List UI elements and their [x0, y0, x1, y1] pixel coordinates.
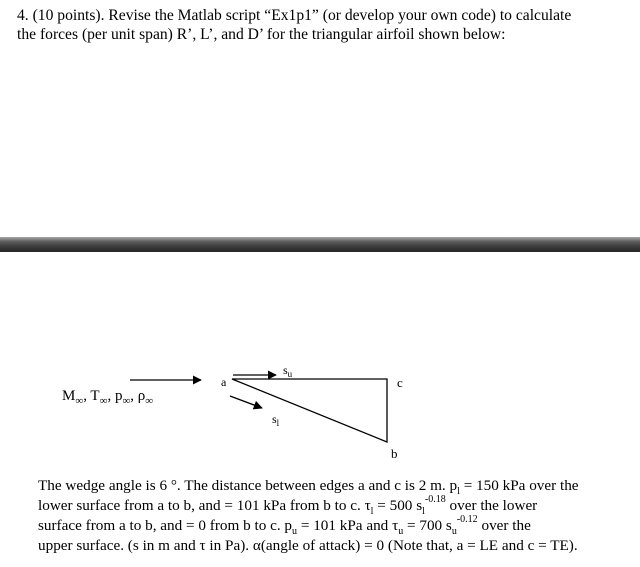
svg-text:sl — [272, 412, 280, 428]
description-text: = 700 s — [403, 517, 452, 534]
pu-subscript: u — [292, 526, 298, 538]
infinity-subscript: ∞ — [145, 395, 154, 407]
s-u-subscript: u — [451, 526, 457, 538]
point-c-label: c — [397, 375, 403, 390]
description-text: over the — [477, 517, 531, 534]
problem-description — [38, 476, 628, 556]
s-upper-subscript: u — [287, 369, 293, 379]
tau-l-subscript: l — [370, 506, 374, 518]
description-text: = 101 kPa and τ — [297, 517, 399, 534]
description-text: The wedge angle is 6 °. The distance between edges a and c is 2 m. p — [38, 477, 458, 494]
description-text: surface from a to b, and = 0 from b to c. p — [38, 517, 293, 534]
svg-text:su — [283, 363, 293, 379]
description-text: = 500 s — [373, 497, 423, 514]
problem-statement — [17, 6, 627, 44]
freestream-mach-label: M — [62, 388, 76, 404]
freestream-density-label: , ρ — [130, 388, 146, 404]
freestream-temperature-label: , T — [83, 388, 100, 404]
freestream-pressure-label: , p — [107, 388, 123, 404]
description-text: upper surface. (s in m and τ in Pa). α(angle of attack) = 0 (Note that, a = LE and c = TE). — [38, 537, 578, 554]
point-b-label: b — [391, 446, 398, 461]
problem-line-2: the forces (per unit span) R’, L’, and D’ for the triangular airfoil shown below: — [17, 26, 506, 43]
infinity-subscript: ∞ — [75, 395, 84, 407]
airfoil-figure — [0, 360, 640, 470]
infinity-subscript: ∞ — [122, 395, 131, 407]
exponent-upper: -0.12 — [456, 513, 478, 525]
triangular-airfoil — [232, 379, 387, 442]
pl-subscript: l — [457, 486, 460, 498]
page-divider — [0, 237, 640, 252]
exponent-lower: -0.18 — [424, 493, 446, 505]
s-l-subscript: l — [422, 506, 425, 518]
point-a-label: a — [221, 375, 227, 389]
s-lower-arrow — [230, 396, 262, 408]
s-upper-label: s — [283, 363, 288, 377]
svg-text:M∞, T∞, p∞, ρ∞ — [62, 388, 153, 407]
s-lower-label: s — [272, 412, 277, 426]
problem-line-1: 4. (10 points). Revise the Matlab script “Ex1p1” (or develop your own code) to calculate — [17, 7, 572, 24]
tau-u-subscript: u — [398, 526, 404, 538]
description-text: = 150 kPa over the — [459, 477, 579, 494]
infinity-subscript: ∞ — [99, 395, 108, 407]
description-text: lower surface from a to b, and = 101 kPa from b to c. τ — [38, 497, 371, 514]
airfoil-diagram — [0, 360, 640, 470]
description-text: over the lower — [445, 497, 538, 514]
s-lower-subscript: l — [276, 418, 280, 428]
